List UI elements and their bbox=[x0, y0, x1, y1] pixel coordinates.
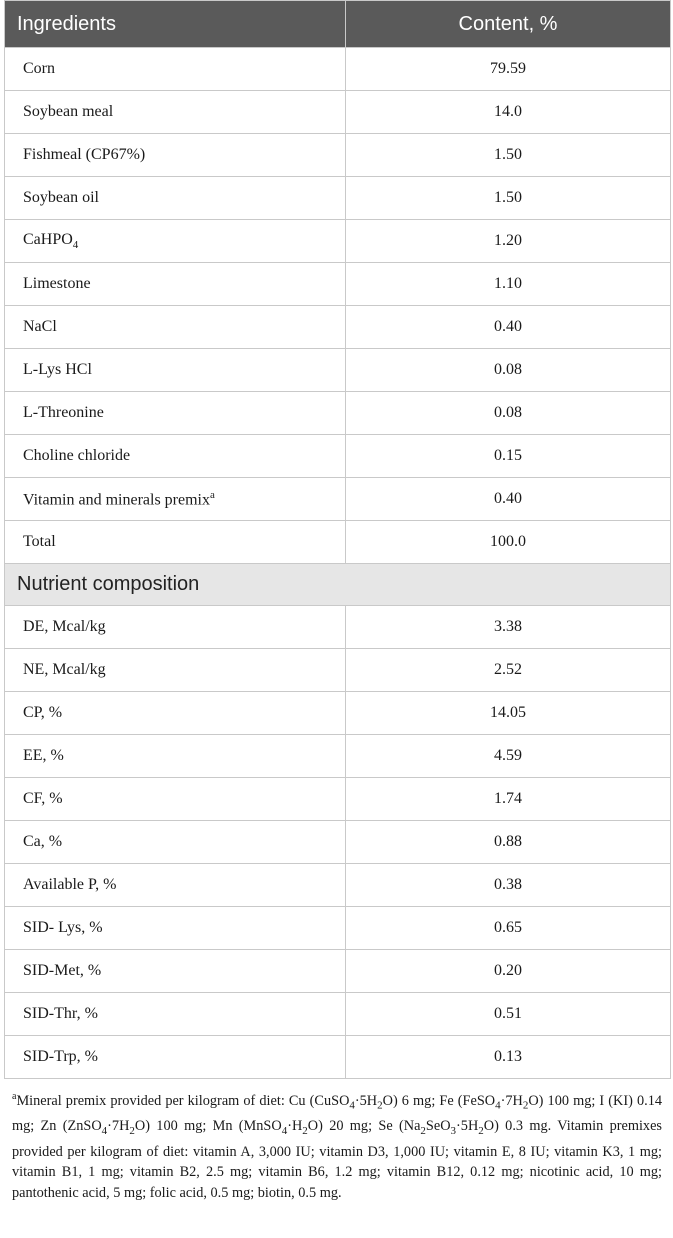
row-label-text: CP, % bbox=[23, 704, 63, 721]
row-label bbox=[5, 907, 346, 950]
footnote-text: ·5H bbox=[456, 1118, 479, 1135]
row-value: 1.10 bbox=[346, 263, 671, 306]
row-value: 1.50 bbox=[346, 177, 671, 220]
header-content: Content, % bbox=[346, 1, 671, 48]
row-value: 79.59 bbox=[346, 48, 671, 91]
row-label-text: Soybean oil bbox=[23, 189, 99, 206]
row-label-text: Vitamin and minerals premix bbox=[23, 491, 210, 509]
row-label bbox=[5, 606, 346, 649]
table-body bbox=[5, 48, 671, 1079]
row-label bbox=[5, 91, 346, 134]
footnote-text: ·H bbox=[287, 1118, 303, 1135]
row-label bbox=[5, 392, 346, 435]
row-label bbox=[5, 263, 346, 306]
table-row bbox=[5, 993, 671, 1036]
row-value: 0.65 bbox=[346, 907, 671, 950]
row-label bbox=[5, 735, 346, 778]
row-label bbox=[5, 349, 346, 392]
footnote-text: ·7H bbox=[107, 1118, 130, 1135]
row-value: 0.08 bbox=[346, 392, 671, 435]
row-value: 0.51 bbox=[346, 993, 671, 1036]
table-row bbox=[5, 306, 671, 349]
row-value: 0.08 bbox=[346, 349, 671, 392]
table-row bbox=[5, 778, 671, 821]
table-row bbox=[5, 1036, 671, 1079]
footnote-subscript: 3 bbox=[450, 1125, 457, 1138]
header-row bbox=[5, 1, 671, 48]
row-label bbox=[5, 521, 346, 564]
table-row bbox=[5, 606, 671, 649]
footnote-text: O) 100 mg; Mn (MnSO bbox=[134, 1118, 282, 1135]
table-row bbox=[5, 435, 671, 478]
row-label-text: L-Threonine bbox=[23, 404, 104, 421]
row-label-text: CF, % bbox=[23, 790, 63, 807]
row-label-text: EE, % bbox=[23, 747, 64, 764]
footnote-text: O) 100 mg; I (KI) 0.14 mg; Zn (ZnSO bbox=[12, 1092, 662, 1135]
table-row bbox=[5, 392, 671, 435]
row-label-text: DE, Mcal/kg bbox=[23, 618, 106, 635]
footnote-subscript: 2 bbox=[478, 1125, 484, 1138]
table-row bbox=[5, 649, 671, 692]
row-value: 14.05 bbox=[346, 692, 671, 735]
table-row bbox=[5, 220, 671, 263]
row-value: 0.15 bbox=[346, 435, 671, 478]
row-label bbox=[5, 821, 346, 864]
row-label bbox=[5, 435, 346, 478]
row-label bbox=[5, 993, 346, 1036]
table-row bbox=[5, 692, 671, 735]
row-value: 14.0 bbox=[346, 91, 671, 134]
row-value: 4.59 bbox=[346, 735, 671, 778]
footnote-subscript: 2 bbox=[302, 1125, 308, 1138]
table-row bbox=[5, 821, 671, 864]
footnote-subscript: 2 bbox=[129, 1125, 135, 1138]
footnote-text: O) 0.3 mg. Vitamin premixes provided per kilogram of diet: vitamin A, 3,000 IU; vitamin D3, 1,000 IU; vitamin E, 8 IU; vitamin K3, 1 mg; vitamin B1, 1 mg; vitamin B2, 2.5 mg; vitamin B6, 1.2 mg; vitamin B12, 0.12 mg; nicotinic acid, 10 mg; pantothenic acid, 5 mg; folic acid, 0.5 mg; biotin, 0.5 mg. bbox=[12, 1118, 662, 1201]
table-row bbox=[5, 735, 671, 778]
table-row bbox=[5, 521, 671, 564]
footnote-subscript: 2 bbox=[522, 1099, 529, 1112]
table-row bbox=[5, 134, 671, 177]
footnote-text: SeO bbox=[425, 1118, 451, 1135]
table-row bbox=[5, 91, 671, 134]
row-label-text: CaHPO bbox=[23, 230, 73, 248]
row-value: 1.50 bbox=[346, 134, 671, 177]
row-label-text: Fishmeal (CP67%) bbox=[23, 146, 146, 163]
row-value: 0.38 bbox=[346, 864, 671, 907]
row-label bbox=[5, 306, 346, 349]
row-value: 3.38 bbox=[346, 606, 671, 649]
footnote-text: O) 20 mg; Se (Na bbox=[307, 1118, 421, 1135]
header-ingredients: Ingredients bbox=[5, 1, 346, 48]
row-label-text: Corn bbox=[23, 60, 55, 77]
row-label bbox=[5, 649, 346, 692]
row-label-footnote-marker: a bbox=[210, 488, 215, 501]
row-label bbox=[5, 864, 346, 907]
table-row bbox=[5, 864, 671, 907]
row-value: 0.20 bbox=[346, 950, 671, 993]
table-row bbox=[5, 349, 671, 392]
table-row bbox=[5, 263, 671, 306]
row-label-text: NE, Mcal/kg bbox=[23, 661, 106, 678]
row-label bbox=[5, 692, 346, 735]
row-label-text: Available P, % bbox=[23, 876, 117, 893]
footnote-text: Mineral premix provided per kilogram of diet: Cu (CuSO bbox=[16, 1092, 350, 1109]
row-label-text: Ca, % bbox=[23, 833, 63, 850]
table-row bbox=[5, 950, 671, 993]
row-label-text: SID- Lys, % bbox=[23, 919, 103, 936]
row-value: 2.52 bbox=[346, 649, 671, 692]
row-label-text: NaCl bbox=[23, 318, 57, 335]
row-value: 0.13 bbox=[346, 1036, 671, 1079]
row-label-text: SID-Thr, % bbox=[23, 1005, 98, 1022]
row-value: 100.0 bbox=[346, 521, 671, 564]
footnote-subscript: 4 bbox=[495, 1099, 501, 1112]
section-label: Nutrient composition bbox=[5, 564, 671, 606]
footnote-text: ·7H bbox=[500, 1092, 523, 1109]
row-label bbox=[5, 950, 346, 993]
diet-composition-table bbox=[4, 0, 671, 1079]
row-label-text: SID-Met, % bbox=[23, 962, 102, 979]
row-label bbox=[5, 134, 346, 177]
row-value: 1.20 bbox=[346, 220, 671, 263]
row-label-text: Total bbox=[23, 533, 56, 550]
footnote-subscript: 4 bbox=[101, 1125, 108, 1138]
table-footnote bbox=[12, 1087, 662, 1203]
footnote-text: O) 6 mg; Fe (FeSO bbox=[382, 1092, 496, 1109]
row-label bbox=[5, 48, 346, 91]
footnote-subscript: 4 bbox=[281, 1125, 288, 1138]
row-value: 0.40 bbox=[346, 478, 671, 521]
section-row-nutrient-composition bbox=[5, 564, 671, 606]
table-row bbox=[5, 177, 671, 220]
row-label-text: L-Lys HCl bbox=[23, 361, 92, 378]
row-label-subscript: 4 bbox=[72, 239, 79, 252]
row-label-text: Choline chloride bbox=[23, 447, 131, 464]
row-label bbox=[5, 220, 346, 263]
footnote-subscript: 2 bbox=[377, 1099, 383, 1112]
row-label bbox=[5, 1036, 346, 1079]
row-label bbox=[5, 478, 346, 521]
table-row bbox=[5, 48, 671, 91]
footnote-marker: a bbox=[12, 1091, 17, 1102]
row-label bbox=[5, 177, 346, 220]
footnote-subscript: 4 bbox=[349, 1099, 355, 1112]
row-label-text: SID-Trp, % bbox=[23, 1048, 98, 1065]
row-label bbox=[5, 778, 346, 821]
row-value: 0.88 bbox=[346, 821, 671, 864]
table-row bbox=[5, 907, 671, 950]
row-label-text: Soybean meal bbox=[23, 103, 114, 120]
footnote-text: ·5H bbox=[354, 1092, 378, 1109]
row-value: 1.74 bbox=[346, 778, 671, 821]
footnote-subscript: 2 bbox=[420, 1125, 426, 1138]
table-row bbox=[5, 478, 671, 521]
row-value: 0.40 bbox=[346, 306, 671, 349]
row-label-text: Limestone bbox=[23, 275, 91, 292]
